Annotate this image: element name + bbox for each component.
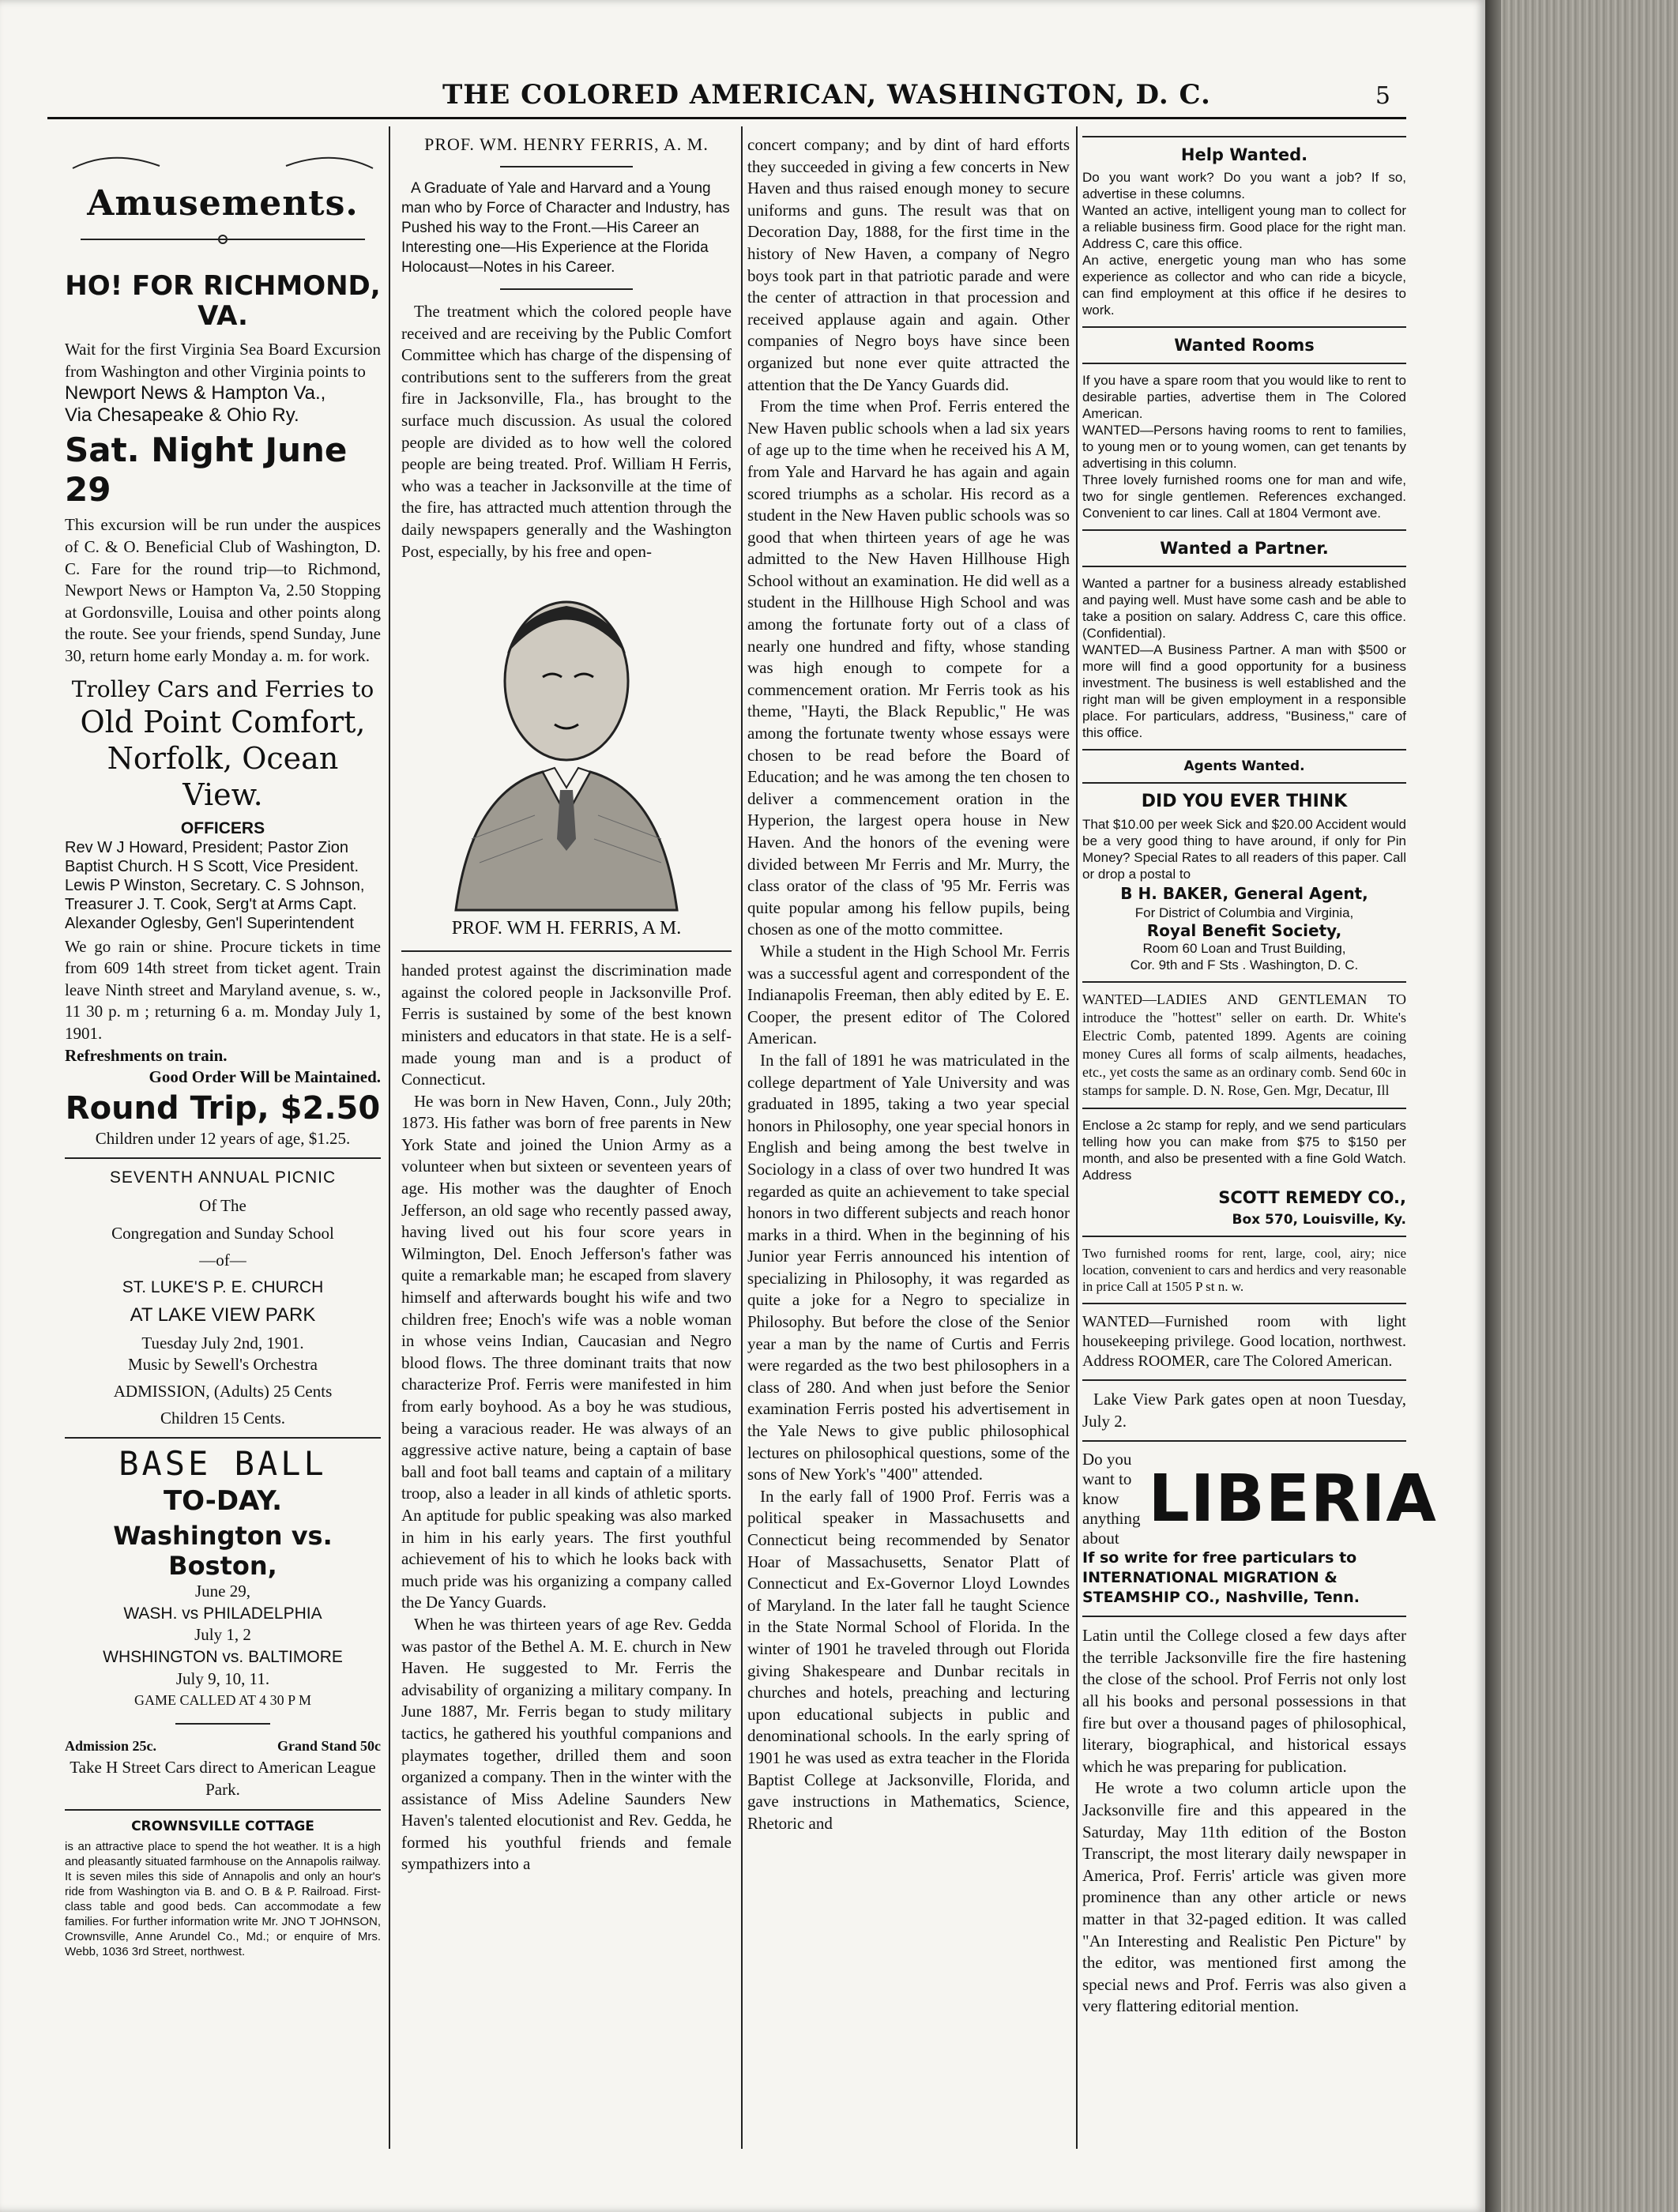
furnished-ad-1: Two furnished rooms for rent, large, cool, airy; nice location, convenient to cars and herdics and very reasonable in price Call at 1505 P st n. w.: [1082, 1246, 1406, 1294]
remedy-address: Box 570, Louisville, Ky.: [1232, 1212, 1406, 1228]
liberia-big: LIBERIA: [1148, 1461, 1437, 1537]
rooms-ad-2: WANTED—Persons having rooms to rent to families, to young men or to young women, can get tenants by advertising in this column.: [1082, 423, 1406, 471]
partner-title: Wanted a Partner.: [1160, 539, 1329, 558]
article-title: PROF. WM. HENRY FERRIS, A. M.: [424, 134, 709, 154]
ornament-top-icon: [65, 149, 381, 172]
portrait-icon: [424, 578, 709, 910]
children-fare: Children under 12 years of age, $1.25.: [95, 1128, 351, 1148]
divider: [1082, 1616, 1406, 1617]
divider: [1082, 1303, 1406, 1304]
divider: [1082, 1236, 1406, 1237]
column-rule-3: [1076, 126, 1078, 2149]
help-wanted-title: Help Wanted.: [1180, 145, 1308, 164]
comb-ad: WANTED—LADIES AND GENTLEMAN TO introduce the "hottest" seller on earth. Dr. White's Electric Comb, patented 1899. Agents are coining money Cures all forms of scalp ailments, headaches, etc., yet costs the same as an ordinary comb. Send 60c in stamps for sample. D. N. Rose, Gen. Mgr, Decatur, Ill: [1082, 991, 1406, 1098]
picnic-line1: SEVENTH ANNUAL PICNIC: [109, 1168, 337, 1187]
round-trip: Round Trip, $2.50: [65, 1089, 381, 1127]
column-amusements: [65, 134, 381, 2141]
article-p4: When he was thirteen years of age Rev. Gedda was pastor of the Bethel A. M. E. church in New Haven. He suggested to Mr. Ferris the advisability of organizing a military company. In June 1887, Mr. Ferris began to study military tactics, he gathered his youthful companions and playmates together, drilled them and soon organized a company. Then in the winter with the assistance of Miss Adeline Saunders New Haven's talented elocutionist and Rev. Gedda, he formed his youthful friends and female sympathizers into a: [401, 1614, 732, 1874]
divider: [1082, 749, 1406, 750]
divider: [1082, 326, 1406, 328]
picnic-line5: ST. LUKE'S P. E. CHURCH: [122, 1277, 324, 1296]
remedy-text: Enclose a 2c stamp for reply, and we send particulars telling how you can make from $75 to $150 per month, and also be presented with a fine Gold Watch. Address: [1082, 1118, 1406, 1183]
article-p8: In the fall of 1891 he was matriculated in the college department of Yale University and was graduated in 1895, taking a two year special honors in Philosophy, one year special honors in English and being among the best twelve in Sociology in a class of over two hundred It was regarded as quite an achievement to take special honors in two different subjects and reach honor marks in a third. When in the beginning of his Junior year Ferris announced his intention of specializing in Philosophy, it was regarded as quite a joke for a Negro to specialize in Philosophy. But before the close of the Senior year a man by the name of Curtis and Ferris were regarded as the two best philosophers in a class of 280. And when just before the Senior examination Ferris posted his advertisement in the Yale News to give public philosophical lectures on philosophical questions, some of the sons of New York's "400" attended.: [747, 1050, 1070, 1484]
excursion-headline: HO! FOR RICHMOND, VA.: [65, 270, 381, 332]
help-ad-2: Wanted an active, intelligent young man to collect for a reliable business firm. Good place for the right man. Address C, care this office.: [1082, 203, 1406, 251]
agents-text: That $10.00 per week Sick and $20.00 Accident would be a very good thing to have around, if only for Pin Money? Special Rates to all readers of this paper. Call or drop a postal to: [1082, 817, 1406, 882]
game-time: GAME CALLED AT 4 30 P M: [134, 1692, 311, 1709]
picnic-line8: Music by Sewell's Orchestra: [128, 1355, 318, 1375]
remedy-name: SCOTT REMEDY CO.,: [1218, 1188, 1406, 1207]
column-rule-2: [741, 126, 743, 2149]
divider: [1082, 1379, 1406, 1381]
agents-line2: For District of Columbia and Virginia,: [1134, 905, 1354, 920]
divider: [1082, 566, 1406, 567]
destinations: Old Point Comfort, Norfolk, Ocean View.: [80, 704, 366, 812]
divider: [1082, 782, 1406, 784]
masthead-title: THE COLORED AMERICAN, WASHINGTON, D. C.: [442, 79, 1211, 111]
partner-ad-2: WANTED—A Business Partner. A man with $500 or more will find a good opportunity for a business investment. The business is well established and the right man will be given employment in a responsible place. For particulars, address, "Business," care of this office.: [1082, 642, 1406, 740]
match-1-date: June 29,: [195, 1582, 250, 1601]
portrait-illustration: [424, 578, 709, 910]
rooms-title: Wanted Rooms: [1174, 336, 1315, 355]
picnic-line3: Congregation and Sunday School: [111, 1224, 334, 1243]
match-3: WHSHINGTON vs. BALTIMORE: [103, 1648, 343, 1666]
article-p5: concert company; and by dint of hard efforts they succeeded in giving a few concerts in New Haven and thus raised enough money to secure uniforms and guns. The result was that on Decoration Day, 1888, for the first time in the history of New Haven, a company of Negro boys took part in that patriotic parade and were the center of attraction in that procession and received applause again and again. Other companies of Negro boys have since been organized but none ever quite attracted the attention that the De Yancy Guards did.: [747, 135, 1070, 394]
liberia-ad: [1082, 1450, 1437, 1548]
divider: [1082, 1108, 1406, 1109]
article-p9: In the early fall of 1900 Prof. Ferris was a political speaker in Massachusetts and Connecticut being recommended by Senator Hoar of Massachusetts, Senator Platt of Connecticut and Ex-Governor Lloyd Lowndes of Maryland. In the later fall he taught Science in the State Normal School of Florida. In the winter of 1901 he traveled through out Florida giving Shakespeare and Dunbar recitals in churches and hotels, preaching and lecturing upon educational subjects in public and denominational schools. In the early spring of 1901 he was used as extra teacher in the Florida Baptist College at Jacksonville, Florida, and gave instructions in Mathematics, Science, Rhetoric and: [747, 1486, 1070, 1833]
society-name: Royal Benefit Society,: [1146, 921, 1342, 940]
match-2-date: July 1, 2: [194, 1625, 251, 1645]
rooms-ad-3: Three lovely furnished rooms one for man and wife, two for single gentlemen. References exchanged. Convenient to car lines. Call at 1804 Vermont ave.: [1082, 472, 1406, 521]
divider: [500, 166, 632, 167]
agents-head: DID YOU EVER THINK: [1141, 792, 1348, 811]
column-rule-1: [389, 126, 390, 2149]
article-p1: The treatment which the colored people have received and are receiving by the Public Comfort Committee which has charge of the dispensing of contributions sent to the sufferers from the great fire in Jacksonville, Fla., has brought to the surface much discussion. As usual the colored people are divided as to how well the colored people are being treated. Prof. William H Ferris, who was a teacher in Jacksonville at the time of the fire, has attracted much attention through the daily newspapers generally and the Washington Post, especially, by his free and open-: [401, 302, 732, 561]
street-cars: Take H Street Cars direct to American League Park.: [70, 1758, 376, 1799]
article-p7: While a student in the High School Mr. Ferris was a successful agent and correspondent of the Indianapolis Freeman, then ably edited by E. E. Cooper, the present editor of The Colored American.: [747, 941, 1070, 1048]
liberia-text: If so write for free particulars to INTERNATIONAL MIGRATION & STEAMSHIP CO., Nashville, Tenn.: [1082, 1549, 1360, 1607]
excursion-body: This excursion will be run under the auspices of C. & O. Beneficial Club of Washington, D. C. Fare for the round trip—to Richmond, Newport News or Hampton Va, 2.50 Stopping at Gordonsville, Louisa and other points along the route. See your friends, spend Sunday, June 30, return home early Monday a. m. for work.: [65, 515, 381, 665]
agents-title: Agents Wanted.: [1183, 758, 1305, 774]
article-p10: Latin until the College closed a few days after the terrible Jacksonville fire the fire hastening the close of the school. Prof Ferris not only lost all his books and personal possessions in that fire but over a thousand pages of philosophical, literary, biographical, and historical essays which he was preparing for publication.: [1082, 1626, 1406, 1776]
column-classifieds: [1082, 134, 1437, 2141]
divider: [500, 288, 632, 290]
portrait-caption: PROF. WM H. FERRIS, A M.: [451, 918, 682, 939]
baseball-title: BASE BALL: [119, 1444, 327, 1484]
refreshments: Refreshments on train.: [65, 1045, 228, 1065]
picnic-line9: ADMISSION, (Adults) 25 Cents: [113, 1382, 333, 1401]
divider: [1082, 529, 1406, 531]
match-1: Washington vs. Boston,: [113, 1521, 333, 1582]
officers-list: Rev W J Howard, President; Pastor Zion Baptist Church. H S Scott, Vice President. Lewis P Winston, Secretary. C. S Johnson, Treasurer J. T. Cook, Serg't at Arms Capt. Alexander Oglesby, Gen'l Superintendent: [65, 838, 365, 932]
excursion-dest2: Via Chesapeake & Ohio Ry.: [65, 404, 299, 426]
help-ad-1: Do you want work? Do you want a job? If so, advertise in these columns.: [1082, 170, 1406, 201]
article-p11: He wrote a two column article upon the Jacksonville fire and this appeared in the Saturday, May 11th edition of the Boston Transcript, the most literary daily newspaper in America, Prof. Ferris' article was given more prominence than any other article or news matter in that 32-paged edition. It was called "An Interesting and Realistic Pen Picture" by the editor, was mentioned first among the special news and Prof. Ferris was also given a very flattering editorial mention.: [1082, 1778, 1406, 2016]
divider: [65, 1437, 381, 1439]
ornament-bottom-icon: [65, 231, 381, 249]
article-p6: From the time when Prof. Ferris entered the New Haven public schools when a lad six years of age up to the time when he received his A M, from Yale and Harvard he has again and again scored triumphs as a scholar. His record as a student in the New Haven public schools was so good that when thirteen years of age he was admitted to the New Haven Hillhouse High School without an examination. He did well as a student in the Hillhouse High School and was among the fortunate forty out of a class of nearly one hundred and fifty, whose standing was high enough to compete for a commencement oration. Mr Ferris took as his theme, "Hayti, the Black Republic," He was among the fortunate twenty whose essays were chosen to be read before the Board of Education; and he was among the ten chosen to deliver a commencement oration in the Hyperion, the largest opera house in New Haven. And the honors of the evening were divided between Mr Ferris and Mr. Murry, the class orator of the class of '95 Mr. Ferris was quite popular among his fellow pupils, being chosen as one of the motto committee.: [747, 397, 1070, 939]
article-deck: A Graduate of Yale and Harvard and a Young man who by Force of Character and Industry, has Pushed his way to the Front.—His Career an Interesting one—His Experience at the Florida Holocaust—Notes in his Career.: [401, 180, 730, 276]
amusements-banner: [65, 134, 381, 260]
good-order: Good Order Will be Maintained.: [149, 1067, 381, 1087]
picnic-line7: Tuesday July 2nd, 1901.: [141, 1333, 304, 1352]
excursion-notice: We go rain or shine. Procure tickets in time from 609 14th street from ticket agent. Train leave Ninth street and Maryland avenue, s. w., 11 30 p. m ; returning 6 a. m. Monday July 1, 1901.: [65, 936, 381, 1043]
divider: [65, 1809, 381, 1811]
agents-line3: Room 60 Loan and Trust Building,: [1142, 941, 1346, 956]
trolley-line: Trolley Cars and Ferries to: [71, 675, 374, 702]
admission-row: [65, 1736, 381, 1758]
picnic-line2: Of The: [199, 1195, 246, 1215]
baseball-today: TO-DAY.: [163, 1485, 283, 1518]
divider: [175, 1723, 270, 1725]
partner-ad-1: Wanted a partner for a business already established and paying well. Must have some cash and be able to take a position on salary. Address C, care this office. (Confidential).: [1082, 576, 1406, 641]
divider: [1082, 1440, 1406, 1442]
excursion-dest1: Newport News & Hampton Va.,: [65, 382, 326, 404]
page-number: 5: [1375, 82, 1390, 110]
excursion-intro: Wait for the first Virginia Sea Board Excursion from Washington and other Virginia points to: [65, 340, 381, 381]
divider: [1082, 363, 1406, 364]
admission: Admission 25c.: [65, 1737, 157, 1754]
divider: [65, 1157, 381, 1159]
article-p3: He was born in New Haven, Conn., July 20th; 1873. His father was born of free parents in New York State and joined the Union Army as a volunteer when but sixteen or seventeen years of age. His mother was the daughter of Enoch Jefferson, an old sage who recently passed away, having lived out his four score years in Wilmington, Del. Enoch Jefferson's father was quite a remarkable man; he escaped from slavery himself and afterwards bought his wife and two children free; Enoch's wife was a noble woman in whose veins Indian, Caucasian and Negro blood flows. The three dominant traits that now characterize Prof. Ferris were manifested in him from early boyhood. As a boy he was studious, being a varacious reader. He was always of an aggressive active nature, being a captain of base ball and foot ball teams and captain of a military troop, also a leader in all kinds of athletic sports. An aptitude for public speaking was also marked in him in his early years. The first youthful achievement of his to which he looks back with much pride was his organizing a company called the De Yancy Guards.: [401, 1091, 732, 1612]
cottage-text: is an attractive place to spend the hot weather. It is a high and pleasantly situated farmhouse on the Annapolis railway. It is seven miles this side of Annapolis and only an hour's ride from Washington via B. and O. B & P. Railroad. First-class table and good beds. Can accommodate a few families. For further information write Mr. JNO T JOHNSON, Crownsville, Anne Arundel Co., Md.; or enquire of Mrs. Webb, 1036 3rd Street, northwest.: [65, 1839, 381, 1958]
cottage-title: CROWNSVILLE COTTAGE: [131, 1818, 314, 1834]
divider: [401, 950, 732, 952]
officers-heading: OFFICERS: [180, 818, 265, 837]
picnic-line4: —of—: [199, 1251, 246, 1270]
help-ad-3: An active, energetic young man who has some experience as collector and who can ride a bicycle, can find employment at this office if he desires to work.: [1082, 253, 1406, 318]
masthead: [47, 79, 1438, 118]
lakeview-notice: Lake View Park gates open at noon Tuesday, July 2.: [1082, 1390, 1406, 1431]
column-ferris-2: [747, 134, 1070, 2141]
liberia-small: Do you want to know anything about: [1082, 1450, 1141, 1548]
divider: [1082, 136, 1406, 137]
divider: [1082, 981, 1406, 983]
grand-stand: Grand Stand 50c: [277, 1737, 381, 1754]
picnic-line6: AT LAKE VIEW PARK: [130, 1304, 316, 1326]
furnished-ad-2: WANTED—Furnished room with light housekeeping privilege. Good location, northwest. Address ROOMER, care The Colored American.: [1082, 1313, 1406, 1370]
agents-line4: Cor. 9th and F Sts . Washington, D. C.: [1130, 957, 1359, 972]
picnic-line10: Children 15 Cents.: [160, 1408, 286, 1428]
rooms-ad-1: If you have a spare room that you would like to rent to desirable parties, advertise them in The Colored American.: [1082, 373, 1406, 421]
excursion-date: Sat. Night June 29: [65, 431, 348, 510]
masthead-rule: [47, 117, 1406, 119]
agent-name: B H. BAKER, General Agent,: [1120, 884, 1368, 903]
match-3-date: July 9, 10, 11.: [175, 1668, 270, 1688]
article-p2: handed protest against the discrimination made against the colored people in Jacksonville Prof. Ferris is sustained by some of the best known ministers and educators in that state. He is a self-made young man and is a product of Connecticut.: [401, 961, 732, 1089]
amusements-title: Amusements.: [87, 183, 359, 224]
book-spine: [1485, 0, 1678, 2212]
match-2: WASH. vs PHILADELPHIA: [123, 1604, 322, 1623]
column-ferris-1: [401, 134, 732, 2141]
